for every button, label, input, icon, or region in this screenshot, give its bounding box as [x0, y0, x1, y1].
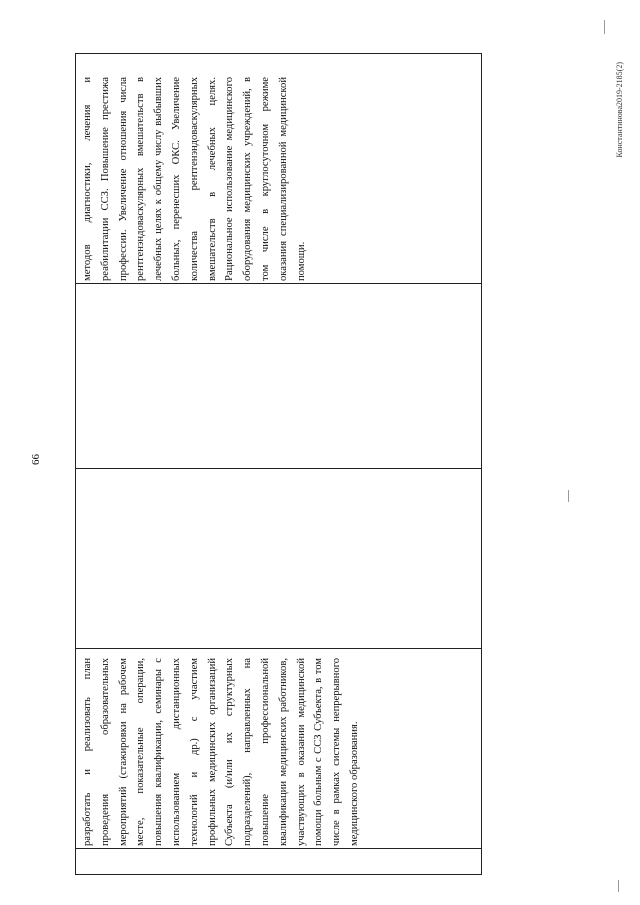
page-number: 66 [30, 454, 42, 465]
table-cell-activity: разработать и реализовать план проведения образовательных мероприятий (стажировки на рабочем месте, показательные операции, повышения квалификации, семинары с использованием дистанционных технологий и др.) с участием профильных медицинских организаций Субъекта (и/или их структурных подразделений), направленных на повышение профессиональной квалификации медицинских работников, участвующих в оказании медицинской помощи больным с ССЗ Субъекта, в том числе в рамках системы непрерывного медицинского образования. [82, 658, 360, 846]
document-table [75, 53, 482, 875]
scan-artifact [568, 490, 569, 502]
footer-reference: Константинова2019-2185(2) [615, 62, 624, 158]
column-divider [76, 848, 481, 849]
column-divider [76, 648, 481, 649]
scan-artifact [618, 880, 619, 892]
scan-artifact [604, 20, 605, 34]
column-divider [76, 283, 481, 284]
column-divider [76, 468, 481, 469]
table-cell-expected-result: методов диагностики, лечения и реабилитации ССЗ. Повышение престижа профессии. Увеличение отношения числа рентгенэндоваскулярных вмешательств в лечебных целях к общему числу выбывших больных, перенесших ОКС. Увеличение количества рентгенэндоваскулярных вмешательств в лечебных целях. Рациональное использование медицинского оборудования медицинских учреждений, в том числе в круглосуточном режиме оказания специализированной медицинской помощи. [82, 77, 307, 281]
